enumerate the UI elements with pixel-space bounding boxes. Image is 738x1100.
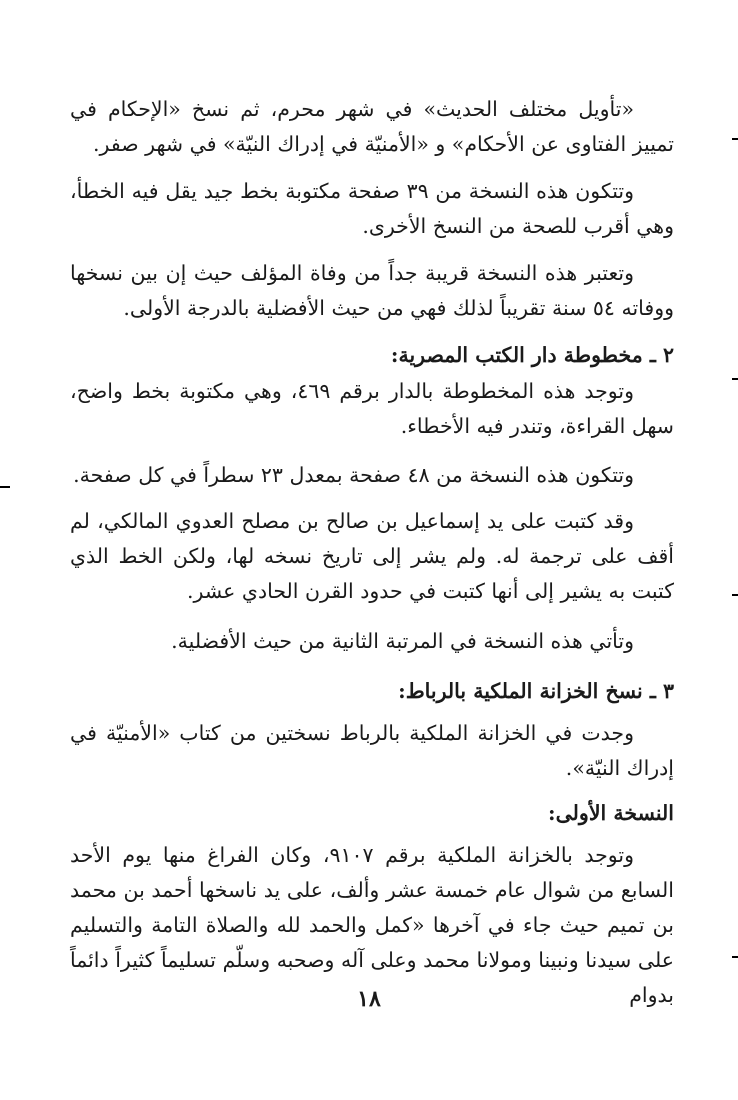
subsection-heading-first-copy: النسخة الأولى: (548, 801, 674, 825)
paragraph-4: وتوجد هذه المخطوطة بالدار برقم ٤٦٩، وهي مكتوبة بخط واضح، سهل القراءة، وتندر فيه الأخطاء. (70, 379, 674, 438)
paragraph-6: وقد كتبت على يد إسماعيل بن صالح بن مصلح العدوي المالكي، لم أقف على ترجمة له. ولم يشر إلى تاريخ نسخه لها، ولكن الخط الذي كتبت به يشير إلى أنها كتبت في حدود القرن الحادي عشر. (70, 509, 674, 603)
margin-mark (732, 378, 738, 380)
margin-mark (732, 594, 738, 596)
paragraph-1: «تأويل مختلف الحديث» في شهر محرم، ثم نسخ «الإحكام في تمييز الفتاوى عن الأحكام» و «الأمنيّة في إدراك النيّة» في شهر صفر. (70, 97, 674, 156)
page-number: ١٨ (357, 986, 381, 1012)
paragraph-8: وجدت في الخزانة الملكية بالرباط نسختين من كتاب «الأمنيّة في إدراك النيّة». (70, 721, 674, 780)
paragraph-3: وتعتبر هذه النسخة قريبة جداً من وفاة المؤلف حيث إن بين نسخها ووفاته ٥٤ سنة تقريباً لذلك فهي من حيث الأفضلية بالدرجة الأولى. (70, 261, 674, 320)
margin-mark (0, 486, 10, 488)
paragraph-2: وتتكون هذه النسخة من ٣٩ صفحة مكتوبة بخط جيد يقل فيه الخطأ، وهي أقرب للصحة من النسخ الأخرى. (70, 179, 674, 238)
margin-mark (732, 138, 738, 140)
margin-mark (732, 956, 738, 958)
section-heading-3: ٣ ـ نسخ الخزانة الملكية بالرباط: (398, 679, 674, 703)
paragraph-7: وتأتي هذه النسخة في المرتبة الثانية من حيث الأفضلية. (171, 629, 634, 653)
section-heading-2: ٢ ـ مخطوطة دار الكتب المصرية: (390, 343, 674, 367)
paragraph-9: وتوجد بالخزانة الملكية برقم ٩١٠٧، وكان الفراغ منها يوم الأحد السابع من شوال عام خمسة عشر وألف، على يد ناسخها أحمد بن محمد بن تميم حيث جاء في آخرها «كمل والحمد لله والصلاة التامة والتسليم على سيدنا ونبينا ومولانا محمد وعلى آله وصحبه وسلّم تسليماً كثيراً دائماً بدوام (70, 843, 674, 1007)
paragraph-5: وتتكون هذه النسخة من ٤٨ صفحة بمعدل ٢٣ سطراً في كل صفحة. (73, 463, 634, 487)
